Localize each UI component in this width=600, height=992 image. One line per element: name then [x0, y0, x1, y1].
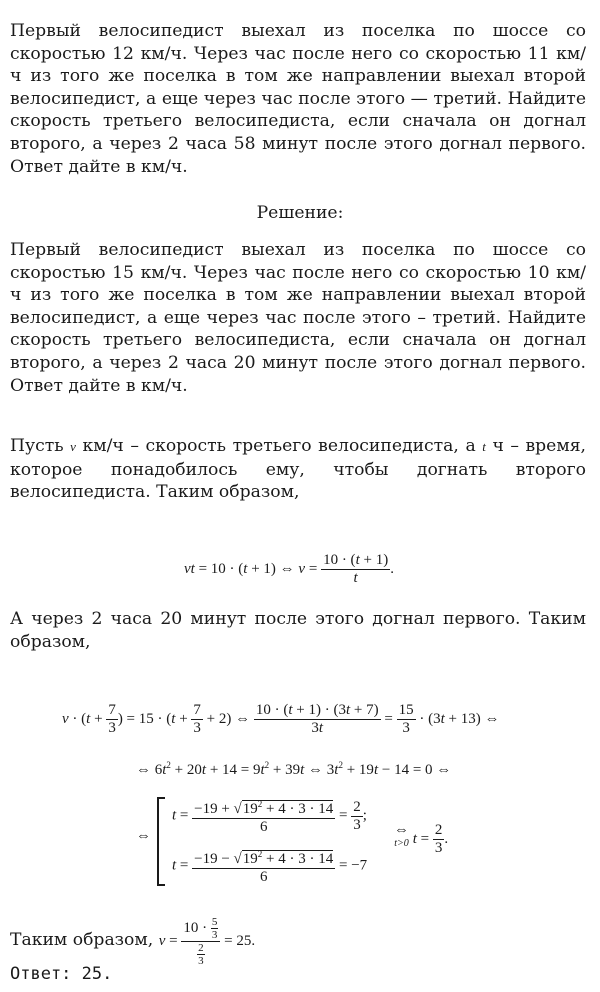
- root-2: t = $\frac{-19 - √19^2 + 4 \cdot 3 \cdot 14}{6}$ = −7: [172, 846, 367, 886]
- root-bracket: [157, 797, 165, 886]
- root-selection: ⇔ t>0 t = $\frac{2}{3}$ .: [394, 822, 449, 856]
- step-text: А через 2 часа 20 минут после этого догнал первого. Таким образом,: [10, 609, 586, 652]
- equivalence-arrow: ⇔: [136, 828, 151, 844]
- problem-text: Первый велосипедист выехал из поселка по шоссе со скоростью 12 км/ч. Через час после него со скоростью 11 км/ч из того же поселка в том же направлении выехал второй велосипедист, а еще через час после этого — третий. Найдите скорость третьего велосипедиста, если сначала он догнал второго, а через 2 часа 58 минут после этого догнал первого. Ответ дайте в км/ч.: [10, 21, 586, 177]
- analog-problem-text: Первый велосипедист выехал из поселка по шоссе со скоростью 15 км/ч. Через час после него со скоростью 10 км/ч из того же поселка в том же направлении выехал второй велосипедист, а еще через час после этого – третий. Найдите скорость третьего велосипедиста, если сначала он догнал второго, а через 2 часа 20 минут после этого догнал первого. Ответ дайте в км/ч.: [10, 240, 586, 396]
- equation-2: v · (t + $\frac{7}{3}$ ) = 15 · (t + $\frac{7}{3}$ + 2) ⇔ $\frac{10 \cdot (t + 1) \cdot (3t + 7)}{3t}$ = $\frac{15}{3}$ · (3t + 13) ⇔: [62, 702, 500, 736]
- solution-heading: Решение:: [256, 203, 344, 223]
- conclusion: Таким образом, v = 10 · $\frac{5}{3}$ $\frac{2}{3}$ = 25.: [10, 916, 256, 967]
- intro-text: Пусть v км/ч – скорость третьего велосипедиста, а t ч – время, которое понадобилось ему, чтобы догнать второго велосипедиста. Таким образом,: [10, 436, 587, 503]
- root-1: t = $\frac{-19 + √19^2 + 4 \cdot 3 \cdot 14}{6}$ = $\frac{2}{3}$ ;: [172, 796, 367, 836]
- equation-3: ⇔ $6t^2 + 20t + 14 = 9t^2 + 39t$ ⇔ $3t^2 + 19t - 14 = 0$ ⇔: [136, 760, 452, 778]
- answer: Ответ: 25.: [10, 964, 113, 984]
- equation-1: vt = 10 · (t + 1) ⇔ v = $\frac{10 \cdot (t + 1)}{t}$ .: [184, 552, 394, 586]
